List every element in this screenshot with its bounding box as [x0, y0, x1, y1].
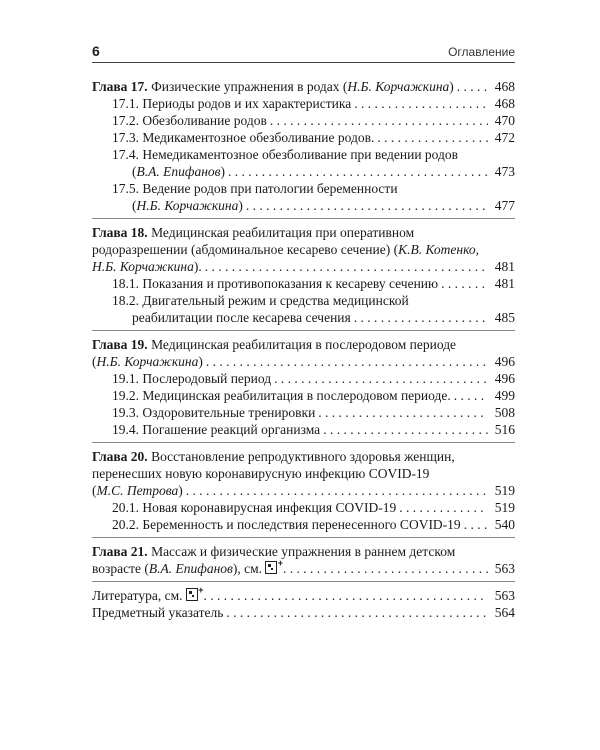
chapter-author: Н.Б. Корчажкина: [96, 354, 199, 369]
leader-dots: [441, 275, 488, 292]
page-ref: 472: [494, 130, 515, 145]
paren-open: (: [92, 483, 97, 498]
section-19-4[interactable]: [92, 421, 515, 438]
section-title: 19.1. Послеродовый период: [112, 371, 272, 386]
section-title: 19.2. Медицинская реабилитация в послеродовом периоде.: [112, 388, 451, 403]
section-17-5[interactable]: [92, 180, 515, 197]
page-ref: 477: [494, 198, 515, 213]
section-author: В.А. Епифанов: [136, 164, 221, 179]
section-title: 20.1. Новая коронавирусная инфекция COVID-19: [112, 500, 397, 515]
chapter-17-title[interactable]: [92, 78, 515, 95]
leader-dots: [228, 163, 488, 180]
leader-dots: [457, 78, 488, 95]
chapter-18-title[interactable]: [92, 224, 515, 241]
chapter-label: Глава 19.: [92, 337, 148, 352]
chapter-21: [92, 543, 515, 582]
page-ref: 563: [494, 588, 515, 603]
paren-open: (: [132, 198, 137, 213]
section-17-3[interactable]: [92, 129, 515, 146]
paren-close: ): [238, 198, 243, 213]
page-ref: 564: [494, 605, 515, 620]
leader-dots: [377, 129, 488, 146]
leader-dots: [323, 421, 488, 438]
leader-dots: [226, 604, 488, 621]
chapter-18-author-line[interactable]: [92, 258, 515, 275]
back-matter: [92, 587, 515, 625]
paren-close: ): [220, 164, 226, 179]
paren-close: ).: [193, 259, 202, 274]
section-title: 18.1. Показания и противопоказания к кесареву сечению: [112, 276, 439, 291]
chapter-title-close: ): [449, 79, 454, 94]
page-ref: 499: [494, 388, 515, 403]
chapter-label: Глава 21.: [92, 544, 148, 559]
section-17-4-cont[interactable]: [92, 163, 515, 180]
page-ref: 496: [494, 354, 515, 369]
leader-dots: [354, 309, 488, 326]
page-ref: 508: [494, 405, 515, 420]
chapter-19-author-line[interactable]: [92, 353, 515, 370]
chapter-title: Медицинская реабилитация при оперативном: [147, 225, 415, 240]
leader-dots: [283, 560, 488, 577]
section-title: 20.2. Беременность и последствия перенесенного COVID-19: [112, 517, 461, 532]
chapter-title: Восстановление репродуктивного здоровья женщин,: [147, 449, 455, 464]
chapter-title: Медицинская реабилитация в послеродовом периоде: [147, 337, 457, 352]
chapter-author: В.А. Епифанов: [148, 561, 233, 576]
page-ref: 470: [494, 113, 515, 128]
section-title: 18.2. Двигательный режим и средства медицинской: [112, 293, 409, 308]
chapter-author: К.В. Котенко,: [398, 242, 480, 257]
chapter-20-author-line[interactable]: [92, 482, 515, 499]
section-title: 17.5. Ведение родов при патологии беременности: [112, 181, 398, 196]
chapter-18-title-cont[interactable]: [92, 241, 515, 258]
page-ref: 563: [494, 561, 515, 576]
chapter-author: Н.Б. Корчажкина: [347, 79, 450, 94]
section-author: Н.Б. Корчажкина: [136, 198, 239, 213]
chapter-author: Н.Б. Корчажкина: [92, 259, 194, 274]
section-19-3[interactable]: [92, 404, 515, 421]
paren-close: ): [198, 354, 203, 369]
section-20-1[interactable]: [92, 499, 515, 516]
section-title: 17.4. Немедикаментозное обезболивание при ведении родов: [112, 147, 459, 162]
page-ref: 481: [494, 259, 515, 274]
page-ref: 473: [494, 164, 515, 179]
chapter-title: Физические упражнения в родах (: [147, 79, 348, 94]
literature-entry[interactable]: [92, 587, 515, 604]
page-ref: 496: [494, 371, 515, 386]
leader-dots: [270, 112, 488, 129]
chapter-title-cont: возрасте (: [92, 561, 149, 576]
section-18-2[interactable]: [92, 292, 515, 309]
leader-dots: [464, 516, 488, 533]
page-ref: 519: [494, 483, 515, 498]
page-ref: 481: [494, 276, 515, 291]
section-title: 19.4. Погашение реакций организма: [112, 422, 321, 437]
entry-title: Литература, см.: [92, 588, 183, 603]
leader-dots: [454, 387, 488, 404]
section-17-5-cont[interactable]: [92, 197, 515, 214]
page-ref: 516: [494, 422, 515, 437]
section-17-1[interactable]: [92, 95, 515, 112]
section-title-cont: реабилитации после кесарева сечения: [132, 310, 351, 325]
qr-plus-icon[interactable]: [265, 561, 277, 574]
page-ref: 519: [494, 500, 515, 515]
chapter-19-title[interactable]: [92, 336, 515, 353]
section-17-2[interactable]: [92, 112, 515, 129]
leader-dots: [318, 404, 488, 421]
entry-title: Предметный указатель: [92, 605, 224, 620]
chapter-21-title[interactable]: [92, 543, 515, 560]
section-20-2[interactable]: [92, 516, 515, 533]
section-19-1[interactable]: [92, 370, 515, 387]
subject-index-entry[interactable]: [92, 604, 515, 621]
section-title: 19.3. Оздоровительные тренировки: [112, 405, 316, 420]
chapter-20-title[interactable]: [92, 448, 515, 465]
page-ref: 468: [494, 96, 515, 111]
paren-open: (: [132, 164, 137, 179]
chapter-20: [92, 448, 515, 538]
leader-dots: [354, 95, 488, 112]
chapter-ref-see: ), см.: [232, 561, 263, 576]
chapter-21-author-line[interactable]: [92, 560, 515, 577]
page-number: 6: [92, 43, 100, 59]
chapter-title-cont: перенесших новую коронавирусную инфекцию COVID-19: [92, 466, 430, 481]
page-header: [92, 41, 515, 63]
running-title: Оглавление: [448, 45, 515, 59]
chapter-title-cont: родоразрешении (абдоминальное кесарево сечение) (: [92, 242, 399, 257]
page-ref: 485: [494, 310, 515, 325]
paren-close: ): [178, 483, 183, 498]
leader-dots: [399, 499, 488, 516]
header-rule: [92, 62, 515, 63]
section-17-4[interactable]: [92, 146, 515, 163]
section-18-1[interactable]: [92, 275, 515, 292]
chapter-label: Глава 18.: [92, 225, 148, 240]
qr-plus-icon[interactable]: [186, 588, 198, 601]
chapter-author: М.С. Петрова: [96, 483, 179, 498]
section-title: 17.2. Обезболивание родов: [112, 113, 267, 128]
chapter-19: [92, 336, 515, 443]
chapter-18: [92, 224, 515, 331]
leader-dots: [186, 482, 488, 499]
chapter-20-title-cont[interactable]: [92, 465, 515, 482]
leader-dots: [206, 353, 488, 370]
leader-dots: [204, 587, 488, 604]
chapter-label: Глава 17.: [92, 79, 148, 94]
paren-open: (: [92, 354, 97, 369]
chapter-17: [92, 78, 515, 219]
page-ref: 468: [494, 79, 515, 94]
section-19-2[interactable]: [92, 387, 515, 404]
section-title: 17.3. Медикаментозное обезболивание родов.: [112, 130, 375, 145]
section-title: 17.1. Периоды родов и их характеристика: [112, 96, 352, 111]
section-18-2-cont[interactable]: [92, 309, 515, 326]
leader-dots: [274, 370, 488, 387]
table-of-contents: [92, 78, 515, 630]
leader-dots: [205, 258, 488, 275]
page-ref: 540: [494, 517, 515, 532]
chapter-title: Массаж и физические упражнения в раннем детском: [147, 544, 456, 559]
chapter-label: Глава 20.: [92, 449, 148, 464]
leader-dots: [246, 197, 488, 214]
